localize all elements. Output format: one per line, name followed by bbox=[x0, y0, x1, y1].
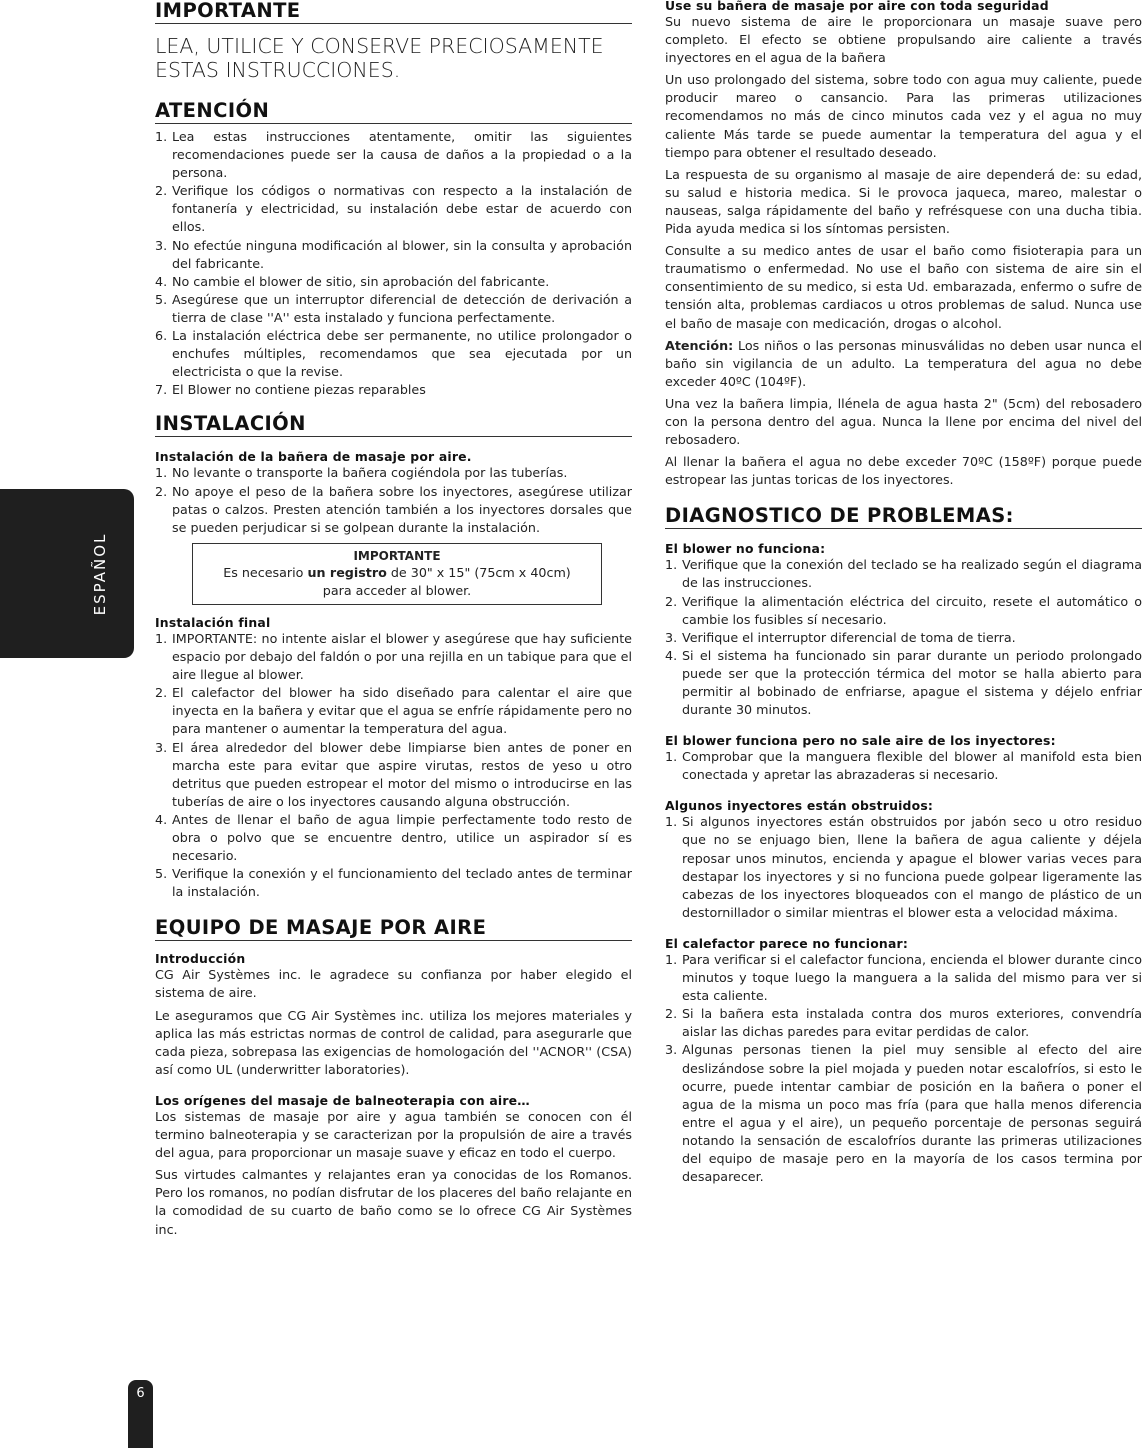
seguridad-paragraph-3: La respuesta de su organismo al masaje de aire dependerá de: su edad, su salud e historia medica. Si le provoca jaqueca, mareo, malestar o nauseas, salga rápidamente del baño y refrésquese con una ducha tibia. Pida ayuda medica si los síntomas persisten. bbox=[665, 166, 1142, 237]
list-item: 2. Si la bañera esta instalada contra dos muros exteriores, convendría aislar las dichas paredes para evitar perdidas de calor. bbox=[665, 1006, 1142, 1040]
instalacion-subheading: Instalación de la bañera de masaje por aire. bbox=[155, 449, 472, 465]
list-item: 3. El área alrededor del blower debe limpiarse bien antes de poner en marcha este para evitar que aspire virutas, restos de yeso u otro detritus que pueden estropear el motor del mismo o introducirse en las tuberías de aire o los inyectores causando alguna obstrucción. bbox=[155, 739, 632, 809]
blower-sin-aire-list bbox=[665, 748, 1142, 784]
left-column bbox=[155, 0, 632, 1243]
list-item: 1. Si algunos inyectores están obstruidos por jabón seco u otro residuo que no se enjuago bien, llene la bañera de agua caliente y déjela reposar unos minutos, encienda y apague el blower varias veces para destapar los inyectores y si no funciona puede golpear ligeramente las cabezas de los inyectores bloqueados con el mango de plástico de un destornillador o similar mientras el blower esta a velocidad máxima. bbox=[665, 814, 1142, 920]
list-item: 4. Antes de llenar el baño de agua limpie perfectamente todo resto de obra o polvo que se encuentre dentro, utilice un aspirador sí es necesario. bbox=[155, 811, 632, 864]
diagnostico-heading: DIAGNOSTICO DE PROBLEMAS: bbox=[665, 505, 1142, 529]
blower-no-funciona-subheading: El blower no funciona: bbox=[665, 541, 826, 557]
seguridad-paragraph-1: Su nuevo sistema de aire le proporcionara un masaje suave pero completo. El efecto se obtiene propulsando aire caliente a través inyectores en el agua de la bañera bbox=[665, 14, 1142, 66]
instalacion-heading: INSTALACIÓN bbox=[155, 413, 632, 437]
notice-text-2: para acceder al blower. bbox=[322, 582, 472, 598]
importante-subtitle: LEA, UTILICE Y CONSERVE PRECIOSAMENTE ESTAS INSTRUCCIONES. bbox=[155, 34, 604, 82]
origenes-subheading: Los orígenes del masaje de balneoterapia con aire… bbox=[155, 1092, 530, 1108]
calefactor-list bbox=[665, 951, 1142, 1186]
list-item: 5. Asegúrese que un interruptor diferencial de detección de derivación a tierra de clase ''A'' esta instalado y funciona perfectamente. bbox=[155, 291, 632, 325]
atencion-heading: ATENCIÓN bbox=[155, 100, 632, 124]
list-item: 4. Si el sistema ha funcionado sin parar durante un periodo prolongado puede ser que la protección térmica del motor se halla abierto para permitir al bobinado de enfriarse, apague el sistema y déjelo enfriar durante 30 minutos. bbox=[665, 647, 1142, 718]
list-item: 2. Verifique los códigos o normativas con respecto a la instalación de fontanería y electricidad, su instalación debe estar de acuerdo con ellos. bbox=[155, 183, 632, 235]
instalacion-final-subheading: Instalación final bbox=[155, 614, 271, 630]
intro-paragraph: CG Air Systèmes inc. le agradece su confianza por haber elegido el sistema de aire. bbox=[155, 967, 632, 1001]
atencion-list bbox=[155, 128, 632, 399]
instalacion-list bbox=[155, 464, 632, 536]
language-label: ESPAÑOL bbox=[91, 532, 109, 616]
list-item: 3. No efectúe ninguna modificación al blower, sin la consulta y aprobación del fabricante. bbox=[155, 237, 632, 271]
list-item: 2. Verifique la alimentación eléctrica del circuito, resete el automático o cambie los fusibles sí necesario. bbox=[665, 593, 1142, 627]
list-item: 1. No levante o transporte la bañera cogiéndola por las tuberías. bbox=[155, 465, 568, 481]
list-item: 4. No cambie el blower de sitio, sin aprobación del fabricante. bbox=[155, 273, 550, 289]
seguridad-paragraph-2: Un uso prolongado del sistema, sobre todo con agua muy caliente, puede producir mareo o cansancio. Para las primeras utilizaciones recomendamos no más de cinco minutos cada vez y el agua no muy caliente Más tarde se puede aumentar la temperatura del agua y el tiempo para obtener el resultado deseado. bbox=[665, 72, 1142, 160]
seguridad-paragraph-7: Al llenar la bañera el agua no debe exceder 70ºC (158ºF) porque puede estropear las juntas toricas de los inyectores. bbox=[665, 454, 1142, 488]
list-item: 1. Para verificar si el calefactor funciona, encienda el blower durante cinco minutos y toque luego la manguera a la salida del mismo para ver si esta caliente. bbox=[665, 951, 1142, 1004]
list-item: 2. El calefactor del blower ha sido diseñado para calentar el aire que inyecta en la bañera y evitar que el agua se enfríe rápidamente pero no para mantener o aumentar la temperatura del agua. bbox=[155, 685, 632, 737]
list-item: 5. Verifique la conexión y el funcionamiento del teclado antes de terminar la instalación. bbox=[155, 866, 632, 900]
notice-text: Es necesario un registro de 30" x 15" (75cm x 40cm) bbox=[223, 564, 571, 580]
list-item: 2. No apoye el peso de la bañera sobre los inyectores, asegúrese utilizar patas o calzos. Presten atención también a los inyectores dorsales que se pueden perjudicar si se golpean durante la instalación. bbox=[155, 483, 632, 535]
page-number: 6 bbox=[128, 1380, 153, 1448]
list-item: 1. Comprobar que la manguera flexible del blower al manifold esta bien conectada y apretar las abrazaderas si necesario. bbox=[665, 749, 1142, 783]
list-item: 6. La instalación eléctrica debe ser permanente, no utilice prolongador o enchufes múltiples, recomendamos que sea ejecutada por un electricista o que la revise. bbox=[155, 328, 632, 380]
equipo-heading: EQUIPO DE MASAJE POR AIRE bbox=[155, 917, 632, 941]
instalacion-final-list bbox=[155, 630, 632, 901]
seguridad-paragraph-5: Atención: Los niños o las personas minusválidas no deben usar nunca el baño sin vigilancia de un adulto. La temperatura del agua no debe exceder 40ºC (104ºF). bbox=[665, 337, 1142, 389]
seguridad-paragraph-4: Consulte a su medico antes de usar el baño como fisioterapia para un traumatismo o enfermedad. No use el baño con sistema de aire sin el consentimiento de su medico, si esta Ud. embarazada, enfermo o sufre de tensión alta, problemas cardiacos u otros problemas de salud. Nunca use el baño de masaje con medicación, drogas o alcohol. bbox=[665, 243, 1142, 331]
right-column bbox=[665, 0, 1142, 1186]
blower-no-funciona-list bbox=[665, 556, 1142, 719]
notice-title: IMPORTANTE bbox=[353, 548, 441, 563]
inyectores-obstruidos-subheading: Algunos inyectores están obstruidos: bbox=[665, 798, 934, 814]
language-tab bbox=[0, 489, 134, 658]
list-item: 1. IMPORTANTE: no intente aislar el blower y asegúrese que hay suficiente espacio por debajo del faldón o por una rejilla en un tabique para que el aire llegue al blower. bbox=[155, 630, 632, 683]
calefactor-subheading: El calefactor parece no funcionar: bbox=[665, 935, 908, 951]
list-item: 3. Algunas personas tienen la piel muy sensible al efecto del aire deslizándose sobre la piel mojada y pueden notar escalofríos, si esto le ocurre, puede intentar cambiar de posición en la bañera o poner el agua de la misma un poco mas fría (para que halla menos diferencia entre el agua y el aire), un pequeño porcentaje de personas seguirá notando la sensación de escalofríos durante las primeras utilizaciones del equipo de masaje pero en la mayoría de los casos termina por desaparecer. bbox=[665, 1042, 1142, 1185]
blower-sin-aire-subheading: El blower funciona pero no sale aire de los inyectores: bbox=[665, 733, 1056, 749]
list-item: 1. Verifique que la conexión del teclado se ha realizado según el diagrama de las instrucciones. bbox=[665, 557, 1142, 591]
intro-subheading: Introducción bbox=[155, 951, 246, 967]
list-item: 1. Lea estas instrucciones atentamente, omitir las siguientes recomendaciones puede ser la causa de daños a la propiedad o a la persona. bbox=[155, 129, 632, 181]
intro-paragraph-2: Le aseguramos que CG Air Systèmes inc. utiliza los mejores materiales y aplica las más estrictas normas de control de calidad, para asegurarle que cada pieza, sobrepasa las exigencias de homologación del ''ACNOR'' (CSA) así como UL (underwritter laboratories). bbox=[155, 1007, 632, 1077]
seguridad-subheading: Use su bañera de masaje por aire con toda seguridad bbox=[665, 0, 1049, 13]
seguridad-paragraph-6: Una vez la bañera limpia, llénela de agua hasta 2" (5cm) del rebosadero con la persona dentro del agua. Nunca la llene por encima del nivel del rebosadero. bbox=[665, 395, 1142, 448]
origenes-paragraph-2: Sus virtudes calmantes y relajantes eran ya conocidas de los Romanos. Pero los romanos, no podían disfrutar de los placeres del baño relajante en la comodidad de su cuarto de baño como se lo ofrece CG Air Systèmes inc. bbox=[155, 1167, 632, 1237]
importante-heading: IMPORTANTE bbox=[155, 0, 632, 24]
origenes-paragraph: Los sistemas de masaje por aire y agua también se conocen con él termino balneoterapia y se caracterizan por la propulsión de aire a través del agua, para proporcionar un masaje suave y eficaz en todo el cuerpo. bbox=[155, 1108, 632, 1161]
important-notice-box bbox=[192, 543, 602, 605]
inyectores-obstruidos-list bbox=[665, 813, 1142, 922]
list-item: 7. El Blower no contiene piezas reparables bbox=[155, 382, 426, 398]
list-item: 3. Verifique el interruptor diferencial de toma de tierra. bbox=[665, 629, 1016, 645]
